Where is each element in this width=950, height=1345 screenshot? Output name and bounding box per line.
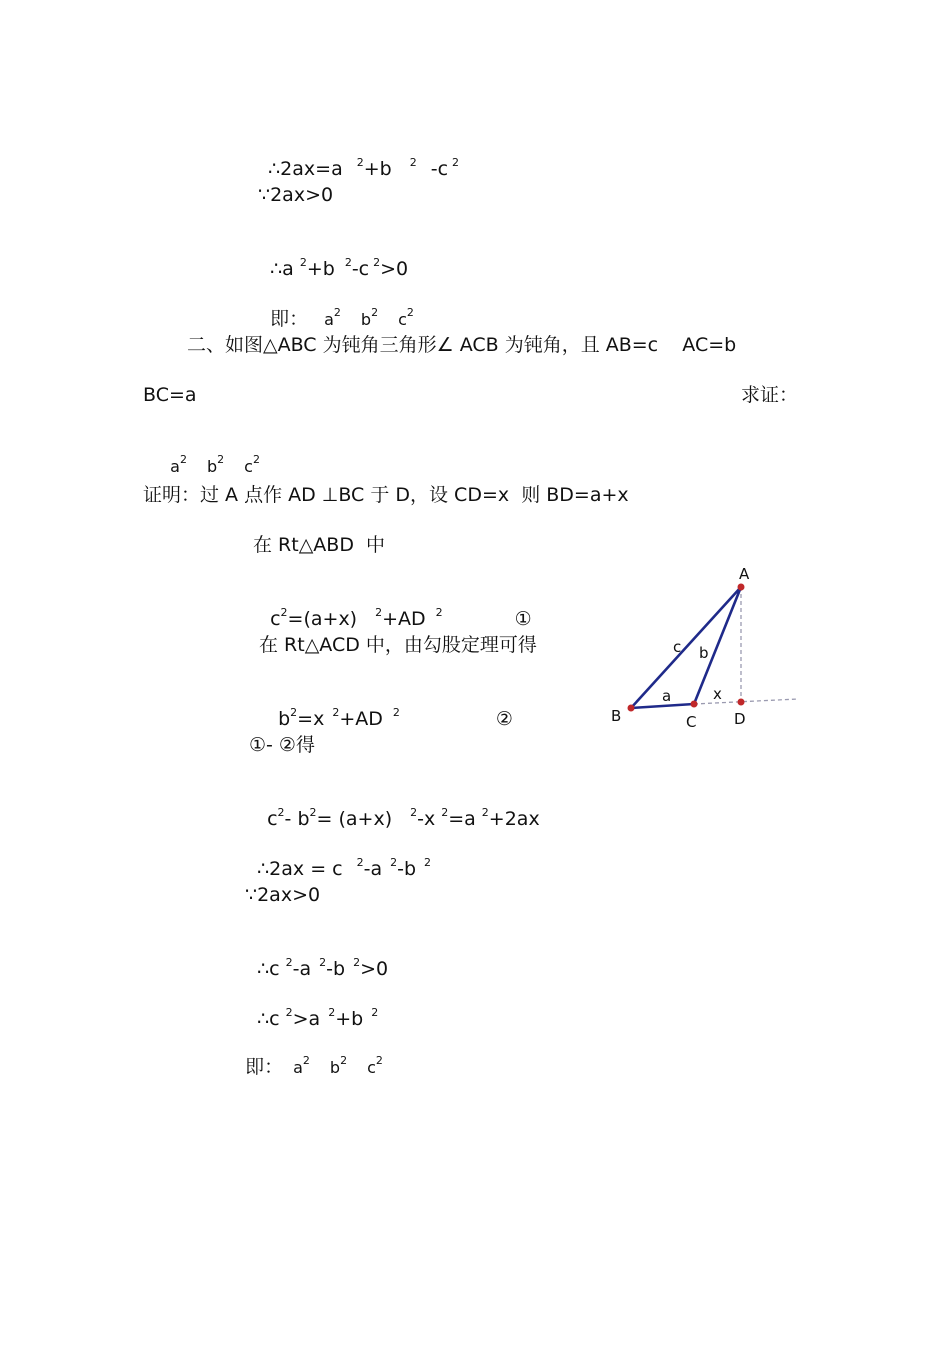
triangle-figure (600, 560, 800, 730)
p1-line3: ∴a $^2$+b $^2$-c $^2$>0 (270, 256, 409, 280)
p1-line4: 即： $a^2$ $b^2$ $c^2$ (270, 306, 414, 330)
proof-subtract: ①- ②得 (249, 734, 315, 756)
proof-eq6: ∴c $^2$-a $^2$-b $^2$>0 (257, 956, 389, 980)
problem-prove-label: 求证： (741, 384, 799, 406)
point-a (738, 584, 745, 591)
proof-intro: 证明：过 A 点作 AD ⊥BC 于 D，设 CD=x 则 BD=a+x (143, 484, 629, 506)
label-c: C (686, 713, 697, 730)
side-label-a: a (662, 687, 672, 705)
proof-eq7: ∴c $^2$>a $^2$+b $^2$ (257, 1006, 379, 1030)
proof-eq5: ∵2ax>0 (245, 884, 321, 906)
label-d: D (734, 710, 746, 728)
label-b: B (611, 707, 622, 725)
label-a: A (739, 565, 750, 583)
point-b (628, 705, 635, 712)
proof-rt-acd: 在 Rt△ACD 中，由勾股定理可得 (259, 634, 537, 656)
side-label-c: c (673, 638, 682, 656)
proof-eq1: $c^2=(a+x)$ $^2$+AD $^2$ ① (270, 606, 532, 630)
proof-eq3: $c^2-$ $b^2= (a+x)$ $^2$-x $^2$=a $^2$+2ax (267, 806, 540, 830)
proof-eq2: $b^2=x$ $^2$+AD $^2$ ② (278, 706, 513, 730)
point-d (738, 699, 745, 706)
p1-line2: ∵2ax>0 (258, 184, 334, 206)
triangle-abc (631, 587, 741, 708)
point-c (691, 701, 698, 708)
proof-conclusion: 即： $a^2$ $b^2$ $c^2$ (245, 1054, 383, 1078)
side-label-b: b (699, 644, 709, 662)
problem-heading: 二、如图△ABC 为钝角三角形∠ ACB 为钝角，且 AB=c AC=b (187, 334, 737, 356)
problem-claim: $a^2$ $b^2$ $c^2$ (170, 453, 260, 476)
proof-eq4: ∴2ax = c $^2$-a $^2$-b $^2$ (257, 856, 432, 880)
problem-bc: BC=a (143, 384, 197, 406)
side-label-x: x (713, 685, 722, 703)
proof-rt-abd: 在 Rt△ABD 中 (253, 534, 386, 556)
base-extension-dashed (694, 699, 798, 704)
p1-line1: ∴2ax=a $^2$+b $^2$ -c $^2$ (268, 156, 460, 180)
